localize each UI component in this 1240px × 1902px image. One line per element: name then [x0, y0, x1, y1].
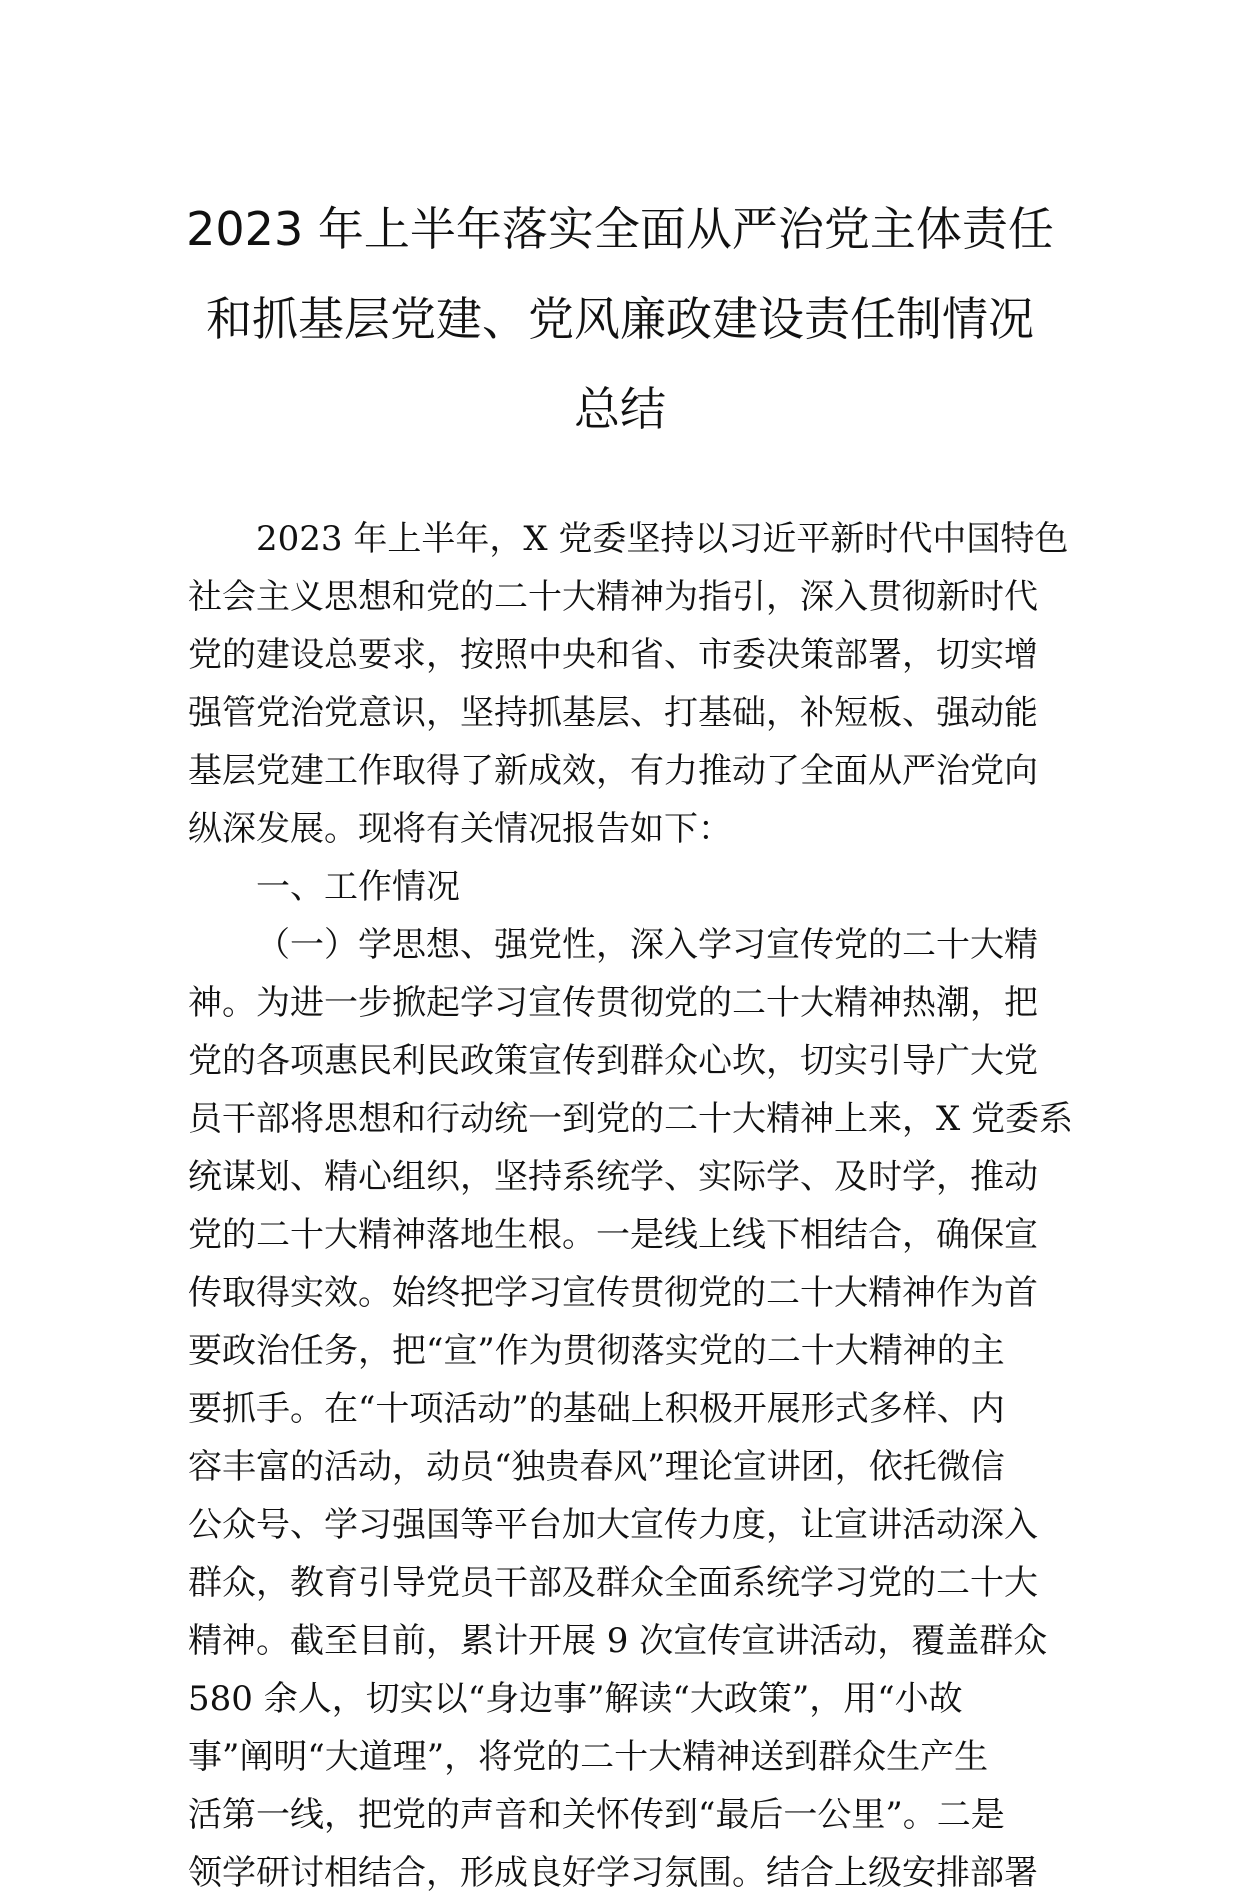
paragraph-intro-line: 2023 年上半年，X 党委坚持以习近平新时代中国特色: [256, 519, 1069, 559]
subsection-paragraph-line: 传取得实效。始终把学习宣传贯彻党的二十大精神作为首: [188, 1273, 1038, 1313]
subsection-paragraph-line: 群众，教育引导党员干部及群众全面系统学习党的二十大: [188, 1563, 1038, 1603]
subsection-paragraph-line: 统谋划、精心组织，坚持系统学、实际学、及时学，推动: [188, 1157, 1038, 1197]
subsection-paragraph-line: 事”阐明“大道理”，将党的二十大精神送到群众生产生: [188, 1737, 989, 1777]
subsection-paragraph-line: 领学研讨相结合，形成良好学习氛围。结合上级安排部署: [188, 1853, 1038, 1893]
document-title: [160, 184, 1080, 454]
document-body: [188, 510, 1074, 1902]
title-line-3: 总结: [574, 382, 666, 436]
subsection-paragraph-line: 要抓手。在“十项活动”的基础上积极开展形式多样、内: [188, 1389, 1005, 1429]
subsection-paragraph-line: 党的二十大精神落地生根。一是线上线下相结合，确保宣: [188, 1215, 1038, 1255]
paragraph-intro-line: 党的建设总要求，按照中央和省、市委决策部署，切实增: [188, 635, 1038, 675]
subsection-paragraph-line: 要政治任务，把“宣”作为贯彻落实党的二十大精神的主: [188, 1331, 1005, 1371]
subsection-paragraph-line: 员干部将思想和行动统一到党的二十大精神上来，X 党委系: [188, 1099, 1074, 1139]
subsection-paragraph-line: 党的各项惠民利民政策宣传到群众心坎，切实引导广大党: [188, 1041, 1038, 1081]
section-heading: 一、工作情况: [256, 867, 460, 907]
subsection-paragraph-line: 活第一线，把党的声音和关怀传到“最后一公里”。二是: [188, 1795, 1005, 1835]
title-line-1: 2023 年上半年落实全面从严治党主体责任: [186, 202, 1054, 256]
paragraph-intro-line: 社会主义思想和党的二十大精神为指引，深入贯彻新时代: [188, 577, 1038, 617]
subsection-paragraph-line: 神。为进一步掀起学习宣传贯彻党的二十大精神热潮，把: [188, 983, 1038, 1023]
subsection-paragraph-line: 公众号、学习强国等平台加大宣传力度，让宣讲活动深入: [188, 1505, 1038, 1545]
subsection-paragraph-line: 580 余人，切实以“身边事”解读“大政策”，用“小故: [188, 1679, 963, 1719]
subsection-paragraph-line: 精神。截至目前，累计开展 9 次宣传宣讲活动，覆盖群众: [188, 1621, 1048, 1661]
subsection-paragraph-line: （一）学思想、强党性，深入学习宣传党的二十大精: [256, 925, 1038, 965]
paragraph-intro-line: 基层党建工作取得了新成效，有力推动了全面从严治党向: [188, 751, 1038, 791]
paragraph-intro-line: 纵深发展。现将有关情况报告如下：: [188, 809, 732, 849]
title-line-2: 和抓基层党建、党风廉政建设责任制情况: [206, 292, 1034, 346]
paragraph-intro-line: 强管党治党意识，坚持抓基层、打基础，补短板、强动能: [188, 693, 1038, 733]
subsection-paragraph-line: 容丰富的活动，动员“独贵春风”理论宣讲团，依托微信: [188, 1447, 1005, 1487]
